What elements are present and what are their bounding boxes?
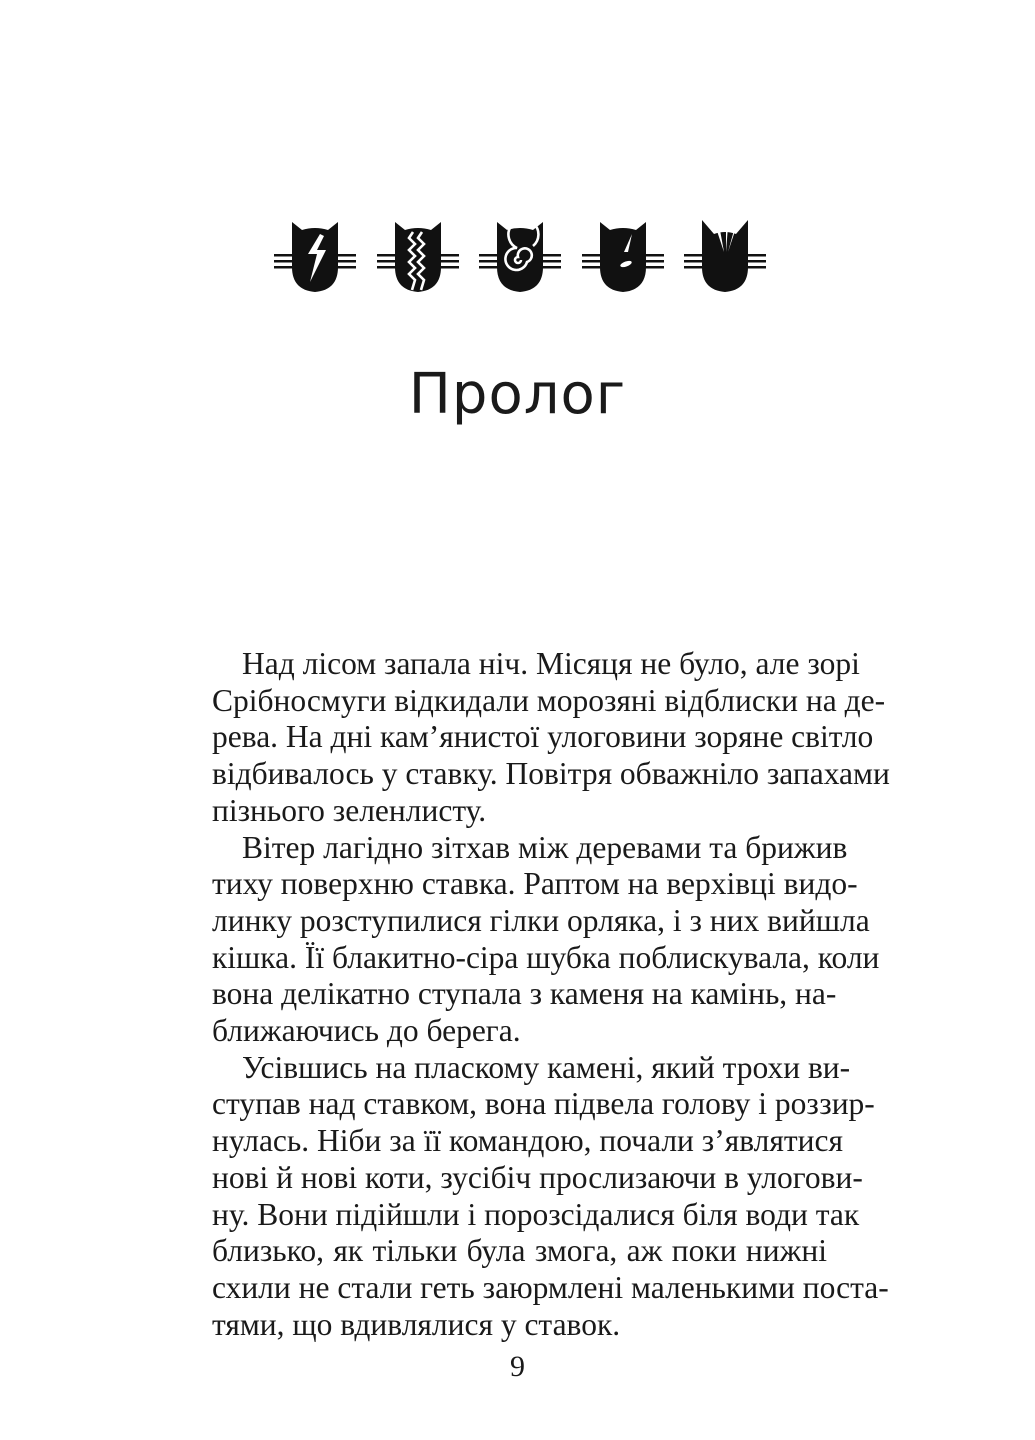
text-line: тиху поверхню ставка. Раптом на верхівці видо-	[212, 866, 858, 902]
text-line: ступав над ставком, вона підвела голову і роззир-	[212, 1086, 875, 1122]
text-line: Над лісом запала ніч. Місяця не було, але зорі	[242, 646, 860, 681]
clan-emblems-row	[270, 212, 770, 302]
moon-cat-emblem-icon	[578, 212, 668, 302]
text-line: вона делікатно ступала з каменя на камінь, на-	[212, 976, 837, 1012]
text-line: кішка. Її блакитно-сіра шубка поблискувала, коли	[212, 939, 880, 975]
text-line: Срібносмуги відкидали морозяні відблиски на де-	[212, 682, 886, 718]
text-line: схили не стали геть заюрмлені маленькими поста-	[212, 1269, 889, 1305]
paragraph	[182, 829, 880, 1050]
text-line: пізнього зеленлисту.	[212, 792, 487, 828]
text-line: відбивалось у ставку. Повітря обважніло запахами	[212, 756, 890, 792]
text-line: линку розступилися гілки орляка, і з них вийшла	[212, 902, 870, 938]
wave-cat-emblem-icon	[373, 212, 463, 302]
lightning-cat-emblem-icon	[270, 212, 360, 302]
chapter-title: Пролог	[408, 362, 627, 427]
body-text	[182, 646, 890, 1343]
paragraph	[182, 1049, 889, 1344]
text-line: Усівшись на пласкому камені, який трохи ви-	[242, 1049, 851, 1085]
page-number: 9	[510, 1350, 525, 1383]
paragraph	[182, 646, 890, 830]
text-line: нулась. Ніби за її командою, почали з’являтися	[212, 1123, 843, 1159]
spiral-cat-emblem-icon	[475, 212, 565, 302]
text-line: нові й нові коти, зусібіч прослизаючи в улогови-	[212, 1159, 863, 1195]
starburst-cat-emblem-icon	[680, 212, 770, 302]
text-line: Вітер лагідно зітхав між деревами та брижив	[242, 829, 848, 865]
text-line: ну. Вони підійшли і порозсідалися біля води так	[212, 1196, 860, 1232]
text-line: рева. На дні кам’янистої улоговини зоряне світло	[212, 719, 874, 755]
text-line: близько, як тільки була змога, аж поки нижні	[212, 1233, 827, 1269]
text-line: ближаючись до берега.	[212, 1013, 521, 1049]
text-line: тями, що вдивлялися у ставок.	[212, 1306, 621, 1342]
